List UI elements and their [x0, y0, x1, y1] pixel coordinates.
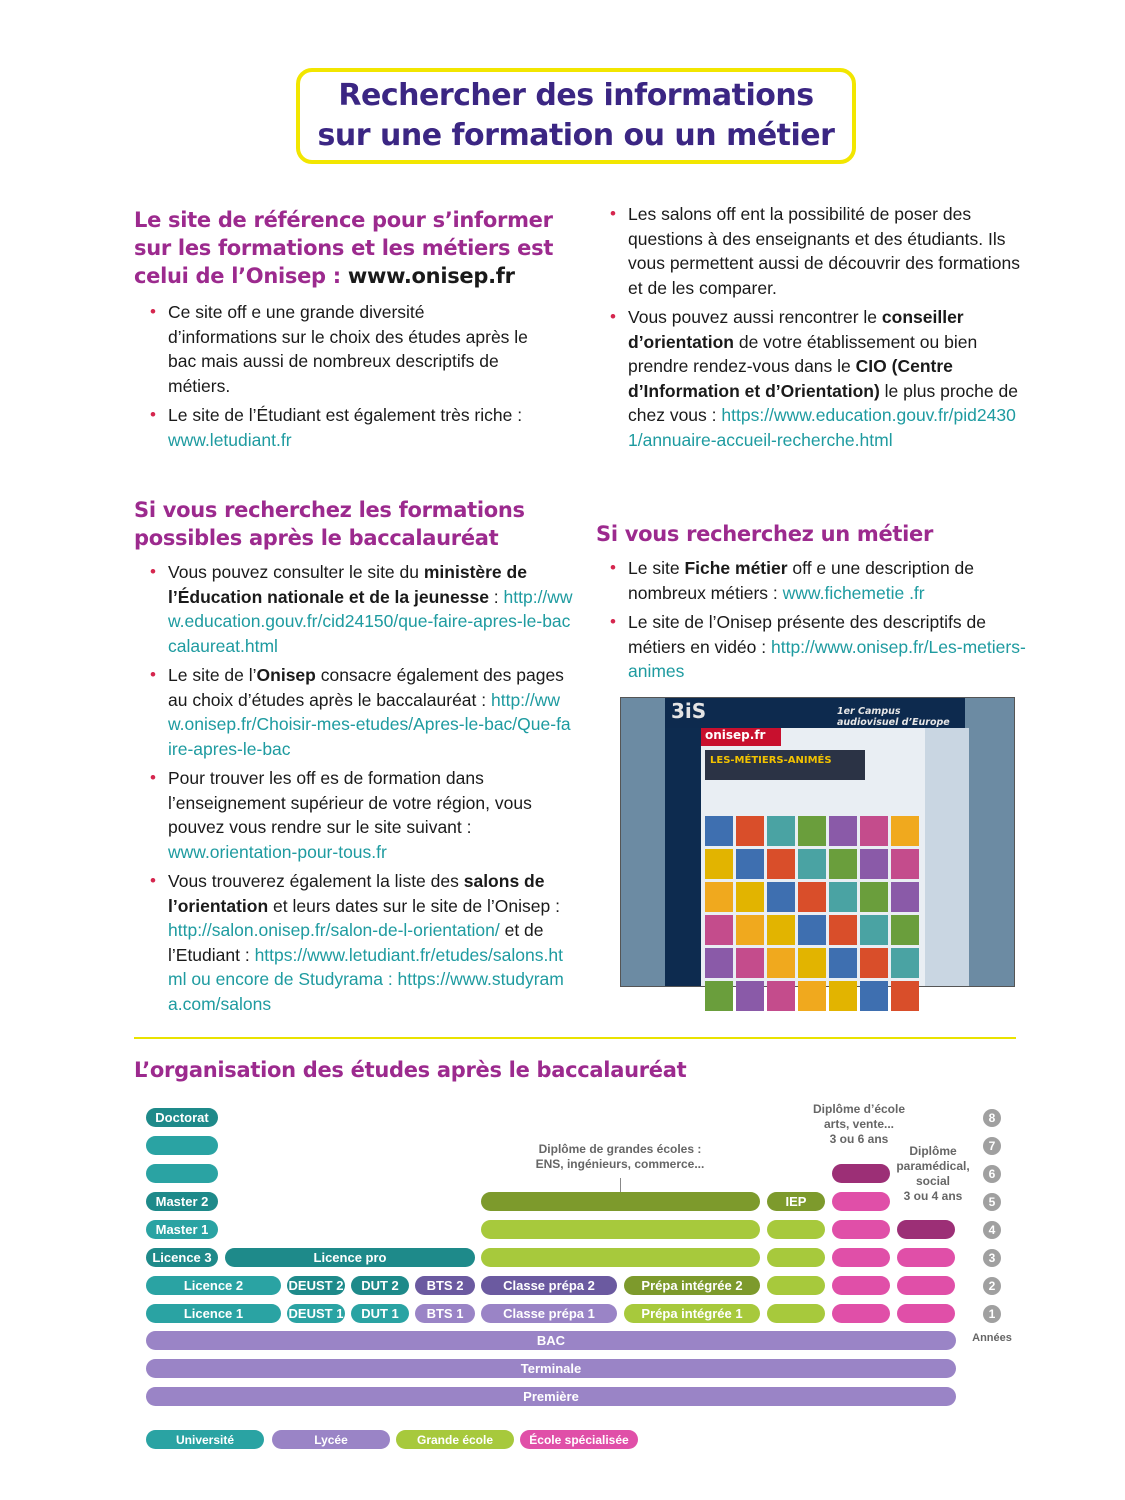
onisep-choisir-link[interactable]: http://www.onisep.fr/Choisir-mes-etudes/Apres-le-bac/Que-faire-apres-le-bac [168, 689, 571, 759]
screenshot-tile [798, 915, 826, 945]
divider [134, 1037, 1016, 1039]
ecole-1 [832, 1304, 890, 1323]
diagram-heading: L’organisation des études après le baccalauréat [134, 1058, 687, 1082]
screenshot-tile [829, 816, 857, 846]
iep-3 [767, 1248, 825, 1267]
year-4: 4 [983, 1221, 1001, 1239]
grandes-ecoles-note: Diplôme de grandes écoles : ENS, ingénieurs, commerce... [535, 1142, 705, 1171]
screenshot-tile [767, 981, 795, 1011]
screenshot-tile [736, 882, 764, 912]
connector-line [620, 1178, 621, 1192]
education-link[interactable]: http://www.education.gouv.fr/cid24150/que-faire-apres-le-baccalaureat.html [168, 586, 573, 656]
screenshot-tile [767, 816, 795, 846]
para-4 [897, 1220, 955, 1239]
screenshot-tile [798, 816, 826, 846]
metiers-animes-link[interactable]: http://www.onisep.fr/Les-metiers-animes [628, 636, 1026, 681]
screenshot-tile [860, 915, 888, 945]
salon-onisep-link[interactable]: http://salon.onisep.fr/salon-de-l-orientation/ [168, 920, 500, 940]
screenshot-tile [798, 948, 826, 978]
list-item: • Les salons off ent la possibilité de poser des questions à des enseignants et des étudiants. Ils vous permettent aussi de découvrir des formations et de les comparer. [594, 202, 1024, 300]
screenshot-tile [860, 981, 888, 1011]
screenshot-tile [767, 948, 795, 978]
screenshot-tile [860, 816, 888, 846]
integree1-pill: Prépa intégrée 1 [624, 1304, 760, 1323]
dut2-pill: DUT 2 [351, 1276, 409, 1295]
empty-pill [146, 1136, 218, 1155]
screenshot-tile [705, 816, 733, 846]
formations-list [134, 560, 574, 1016]
section-formations [134, 496, 574, 1021]
bts1-pill: BTS 1 [415, 1304, 475, 1323]
screenshot-tagline: 1er Campus audiovisuel d’Europe [837, 706, 950, 728]
list-item: • Pour trouver les off es de formation dans l’enseignement supérieur de votre région, vous pouvez vous rendre sur le site suivant : www.orientation-pour-tous.fr [134, 766, 574, 864]
website-screenshot [620, 697, 1015, 987]
iep-4 [767, 1220, 825, 1239]
screenshot-right-panel [925, 728, 969, 986]
screenshot-tile [829, 948, 857, 978]
page-title-line2: sur une formation ou un métier [317, 118, 835, 153]
screenshot-tile [705, 981, 733, 1011]
screenshot-tile [891, 981, 919, 1011]
orientation-link[interactable]: www.orientation-pour-tous.fr [168, 841, 387, 862]
year-3: 3 [983, 1249, 1001, 1267]
empty-pill [146, 1164, 218, 1183]
ecole-3 [832, 1248, 890, 1267]
screenshot-banner: LES-MÉTIERS-ANIMÉS [705, 750, 865, 780]
letudiant-link[interactable]: www.letudiant.fr [168, 429, 292, 450]
grandes-ecoles-4 [481, 1220, 760, 1239]
terminale-bar: Terminale [146, 1359, 956, 1378]
salons-links[interactable]: https://www.letudiant.fr/etudes/salons.html ou encore de Studyrama : https://www.studyrama.com/salons [168, 944, 564, 1014]
list-item: • Ce site off e une grande diversité d’informations sur le choix des études après le bac mais aussi de nombreux descriptifs de métiers. [134, 300, 534, 398]
bac-bar: BAC [146, 1331, 956, 1350]
screenshot-tile [736, 948, 764, 978]
year-6: 6 [983, 1165, 1001, 1183]
screenshot-tile [891, 948, 919, 978]
reference-list [134, 300, 574, 452]
screenshot-tile [705, 882, 733, 912]
screenshot-tile [829, 882, 857, 912]
screenshot-tile [767, 849, 795, 879]
screenshot-tile [798, 849, 826, 879]
screenshot-tile [798, 882, 826, 912]
list-item: • Le site de l’Onisep présente des descriptifs de métiers en vidéo : http://www.onisep.fr/Les-metiers-animes [594, 610, 1026, 684]
screenshot-header [665, 698, 965, 728]
screenshot-tile [736, 915, 764, 945]
legend-universite: Université [146, 1430, 264, 1449]
title-box [296, 68, 856, 164]
list-item: • Le site de l’Onisep consacre également des pages au choix d’études après le baccalauréat : http://www.onisep.fr/Choisir-mes-etudes/Apres-le-bac/Que-faire-apres-le-bac [134, 663, 574, 761]
year-2: 2 [983, 1277, 1001, 1295]
screenshot-grid [705, 816, 921, 1011]
screenshot-tile [705, 915, 733, 945]
paramedical-note: Diplôme paramédical, social 3 ou 4 ans [896, 1144, 970, 1203]
ecole-4 [832, 1220, 890, 1239]
ecole-2 [832, 1276, 890, 1295]
section-reference [134, 206, 574, 457]
licence1-pill: Licence 1 [146, 1304, 281, 1323]
grandes-ecoles-5 [481, 1192, 760, 1211]
page-title-line1: Rechercher des informations [338, 78, 814, 113]
screenshot-sidebar [665, 728, 701, 986]
year-7: 7 [983, 1137, 1001, 1155]
licence-pro-pill: Licence pro [225, 1248, 475, 1267]
para-1 [897, 1304, 955, 1323]
screenshot-tile [860, 948, 888, 978]
section-right-top [594, 202, 1024, 457]
screenshot-tile [736, 849, 764, 879]
iep-pill: IEP [767, 1192, 825, 1211]
year-8: 8 [983, 1109, 1001, 1127]
onisep-url[interactable]: www.onisep.fr [347, 264, 515, 288]
ecole-note: Diplôme d’école arts, vente... 3 ou 6 ans [812, 1102, 906, 1146]
years-label: Années [972, 1332, 1012, 1344]
prepa2-pill: Classe prépa 2 [481, 1276, 617, 1295]
screenshot-tile [767, 882, 795, 912]
reference-heading: Le site de référence pour s’informer sur les formations et les métiers est celui de l’Onisep : www.onisep.fr [134, 208, 554, 288]
licence2-pill: Licence 2 [146, 1276, 281, 1295]
list-item: • Le site de l’Étudiant est également très riche : www.letudiant.fr [134, 403, 534, 452]
ecole-5 [832, 1192, 890, 1211]
screenshot-tile [829, 981, 857, 1011]
fichemetier-link[interactable]: www.fichemetie .fr [782, 582, 925, 603]
licence3-pill: Licence 3 [146, 1248, 218, 1267]
cio-link[interactable]: https://www.education.gouv.fr/pid24301/annuaire-accueil-recherche.html [628, 405, 1016, 450]
screenshot-main [701, 728, 925, 986]
master2-pill: Master 2 [146, 1192, 218, 1211]
screenshot-tile [891, 915, 919, 945]
legend-lycee: Lycée [272, 1430, 390, 1449]
grandes-ecoles-3 [481, 1248, 760, 1267]
dut1-pill: DUT 1 [351, 1304, 409, 1323]
screenshot-tile [705, 948, 733, 978]
integree2-pill: Prépa intégrée 2 [624, 1276, 760, 1295]
right-top-list [594, 202, 1024, 452]
iep-2 [767, 1276, 825, 1295]
screenshot-tile [891, 816, 919, 846]
master1-pill: Master 1 [146, 1220, 218, 1239]
bts2-pill: BTS 2 [415, 1276, 475, 1295]
list-item: • Vous pouvez consulter le site du ministère de l’Éducation nationale et de la jeunesse : http://www.education.gouv.fr/cid24150/que-faire-apres-le-baccalaureat.html [134, 560, 574, 658]
year-1: 1 [983, 1305, 1001, 1323]
screenshot-tile [798, 981, 826, 1011]
screenshot-tile [860, 882, 888, 912]
screenshot-tile [829, 915, 857, 945]
screenshot-tile [860, 849, 888, 879]
prepa1-pill: Classe prépa 1 [481, 1304, 617, 1323]
list-item: • Vous pouvez aussi rencontrer le conseiller d’orientation de votre établissement ou bien prendre rendez-vous dans le CIO (Centre d’Information et d’Orientation) le plus proche de chez vous : https://www.education.gouv.fr/pid24301/annuaire-accueil-recherche.html [594, 305, 1024, 452]
ecole-6 [832, 1164, 890, 1183]
para-3 [897, 1248, 955, 1267]
screenshot-tile [891, 882, 919, 912]
year-5: 5 [983, 1193, 1001, 1211]
screenshot-brand: 3iS [671, 699, 707, 723]
premiere-bar: Première [146, 1387, 956, 1406]
formations-heading: Si vous recherchez les formations possibles après le baccalauréat [134, 498, 525, 550]
screenshot-tile [705, 849, 733, 879]
screenshot-tile [736, 981, 764, 1011]
metier-list [594, 556, 1026, 684]
screenshot-tile [829, 849, 857, 879]
iep-1 [767, 1304, 825, 1323]
legend-ecole-specialisee: École spécialisée [520, 1430, 638, 1449]
legend-grande-ecole: Grande école [396, 1430, 514, 1449]
list-item: • Vous trouverez également la liste des salons de l’orientation et leurs dates sur le site de l’Onisep : http://salon.onisep.fr/salon-de-l-orientation/ et de l’Etudiant : https://www.letudiant.fr/etudes/salons.html ou encore de Studyrama : https://www.studyrama.com/salons [134, 869, 574, 1016]
doctorat-pill: Doctorat [146, 1108, 218, 1127]
section-metier [596, 520, 1026, 689]
deust2-pill: DEUST 2 [288, 1278, 344, 1293]
para-2 [897, 1276, 955, 1295]
deust1-pill: DEUST 1 [288, 1306, 344, 1321]
screenshot-logo: onisep.fr [701, 728, 781, 746]
metier-heading: Si vous recherchez un métier [596, 522, 934, 546]
list-item: • Le site Fiche métier off e une description de nombreux métiers : www.fichemetie .fr [594, 556, 1026, 605]
screenshot-tile [736, 816, 764, 846]
screenshot-tile [891, 849, 919, 879]
screenshot-tile [767, 915, 795, 945]
